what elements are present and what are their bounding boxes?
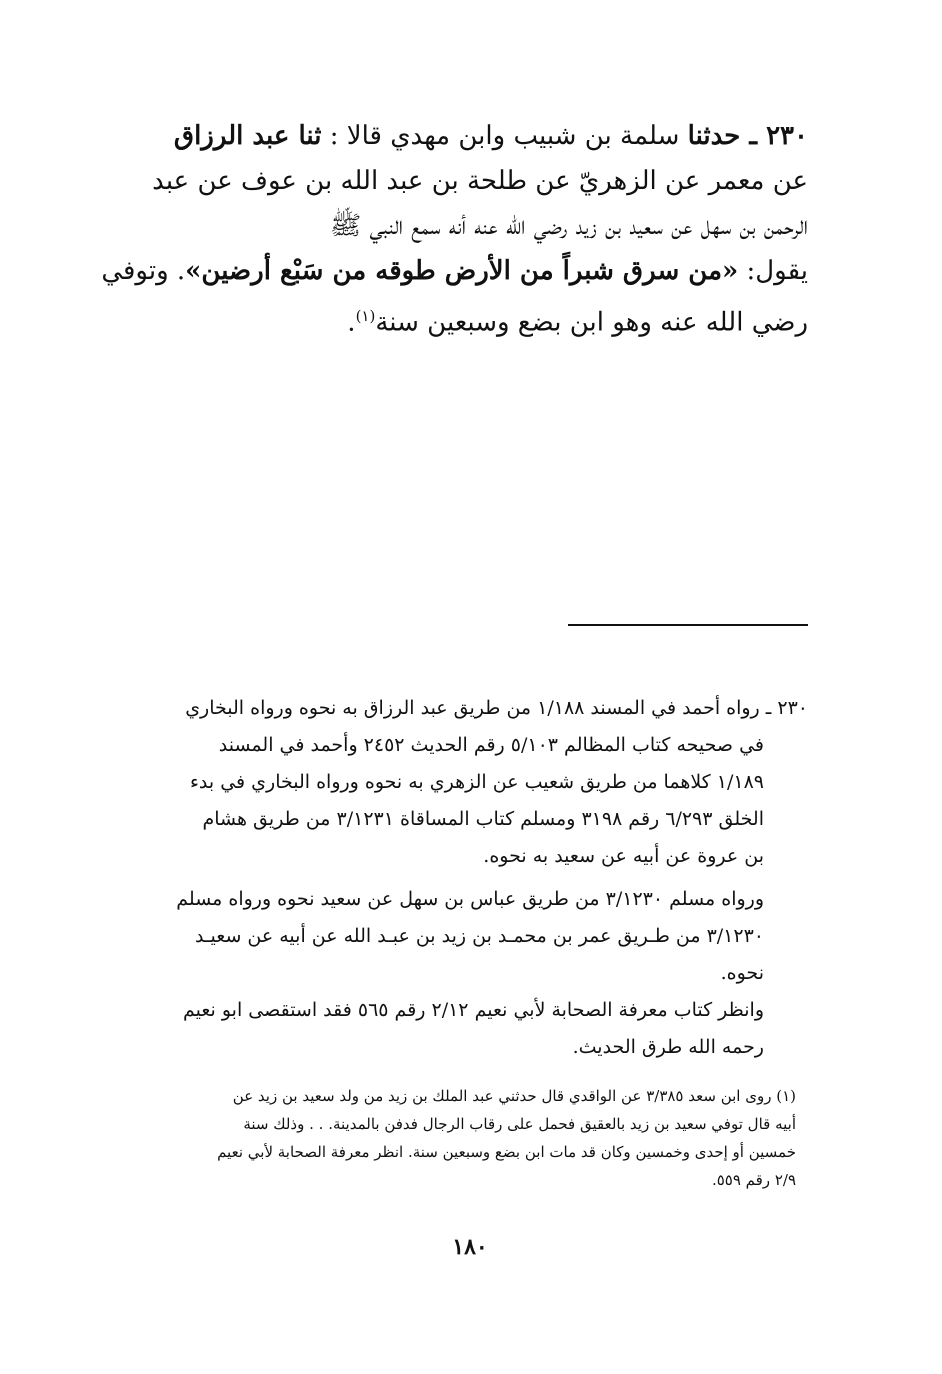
hadith-quote: «من سرق شبراً من الأرض طوقه من سَبْع أرضين» bbox=[185, 256, 739, 286]
hadith-line-4: يقول: «من سرق شبراً من الأرض طوقه من سَبْع أرضين». وتوفي bbox=[101, 256, 808, 286]
note-line: وانظر كتاب معرفة الصحابة لأبي نعيم ٢/١٢ رقم ٥٦٥ فقد استقصى ابو نعيم bbox=[182, 999, 764, 1021]
hadith-line-5: رضي الله عنه وهو ابن بضع وسبعين سنة$^{(١)}$. bbox=[347, 307, 808, 338]
note-line: ٢٣٠ ـ رواه أحمد في المسند ١/١٨٨ من طريق عبد الرزاق به نحوه ورواه البخاري bbox=[185, 697, 808, 719]
footnotes bbox=[136, 1082, 796, 1194]
footnote-marker: (١) bbox=[355, 307, 376, 325]
note-line: رحمه الله طرق الحديث. bbox=[572, 1036, 764, 1058]
page-number: ١٨٠ bbox=[452, 1234, 488, 1260]
footnote-separator bbox=[568, 624, 808, 626]
footnote-line: ٢/٩ رقم ٥٥٩. bbox=[711, 1171, 796, 1189]
note-line: في صحيحه كتاب المظالم ٥/١٠٣ رقم الحديث ٢٤٥٢ وأحمد في المسند bbox=[218, 734, 764, 756]
note-line: ١/١٨٩ كلاهما من طريق شعيب عن الزهري به نحوه ورواه البخاري في بدء bbox=[189, 771, 764, 793]
hadith-line-1: ٢٣٠ ـ حدثنا سلمة بن شبيب وابن مهدي قالا : ثنا عبد الرزاق bbox=[173, 121, 808, 151]
footnote-line: خمسين أو إحدى وخمسين وكان قد مات ابن بضع وسبعين سنة. انظر معرفة الصحابة لأبي نعيم bbox=[217, 1143, 796, 1161]
note-line: نحوه. bbox=[720, 962, 764, 984]
note-line: بن عروة عن أبيه عن سعيد به نحوه. bbox=[483, 845, 764, 867]
hadith-text bbox=[101, 114, 808, 346]
takhrij-notes bbox=[136, 690, 808, 1066]
footnote-line: (١) روى ابن سعد ٣/٣٨٥ عن الواقدي قال حدثني عبد الملك بن زيد من ولد سعيد بن زيد عن bbox=[232, 1087, 796, 1105]
note-line: الخلق ٦/٢٩٣ رقم ٣١٩٨ ومسلم كتاب المساقاة ٣/١٢٣١ من طريق هشام bbox=[202, 808, 764, 830]
hadith-line-3: الرحمن بن سهل عن سعيد بن زيد رضي الله عنه أنه سمع النبي ﷺ bbox=[329, 211, 808, 241]
footnote-line: أبيه قال توفي سعيد بن زيد بالعقيق فحمل على رقاب الرجال فدفن بالمدينة. . . وذلك سنة bbox=[243, 1115, 796, 1133]
hadith-number-heading: ٢٣٠ ـ حدثنا bbox=[687, 121, 808, 151]
note-line: ورواه مسلم ٣/١٢٣٠ من طريق عباس بن سهل عن سعيد نحوه ورواه مسلم bbox=[176, 888, 764, 910]
hadith-line-2: عن معمر عن الزهريّ عن طلحة بن عبد الله بن عوف عن عبد bbox=[152, 166, 808, 196]
note-line: ٣/١٢٣٠ من طـريق عمر بن محمـد بن زيد بن عبـد الله عن أبيه عن سعيـد bbox=[195, 925, 764, 947]
